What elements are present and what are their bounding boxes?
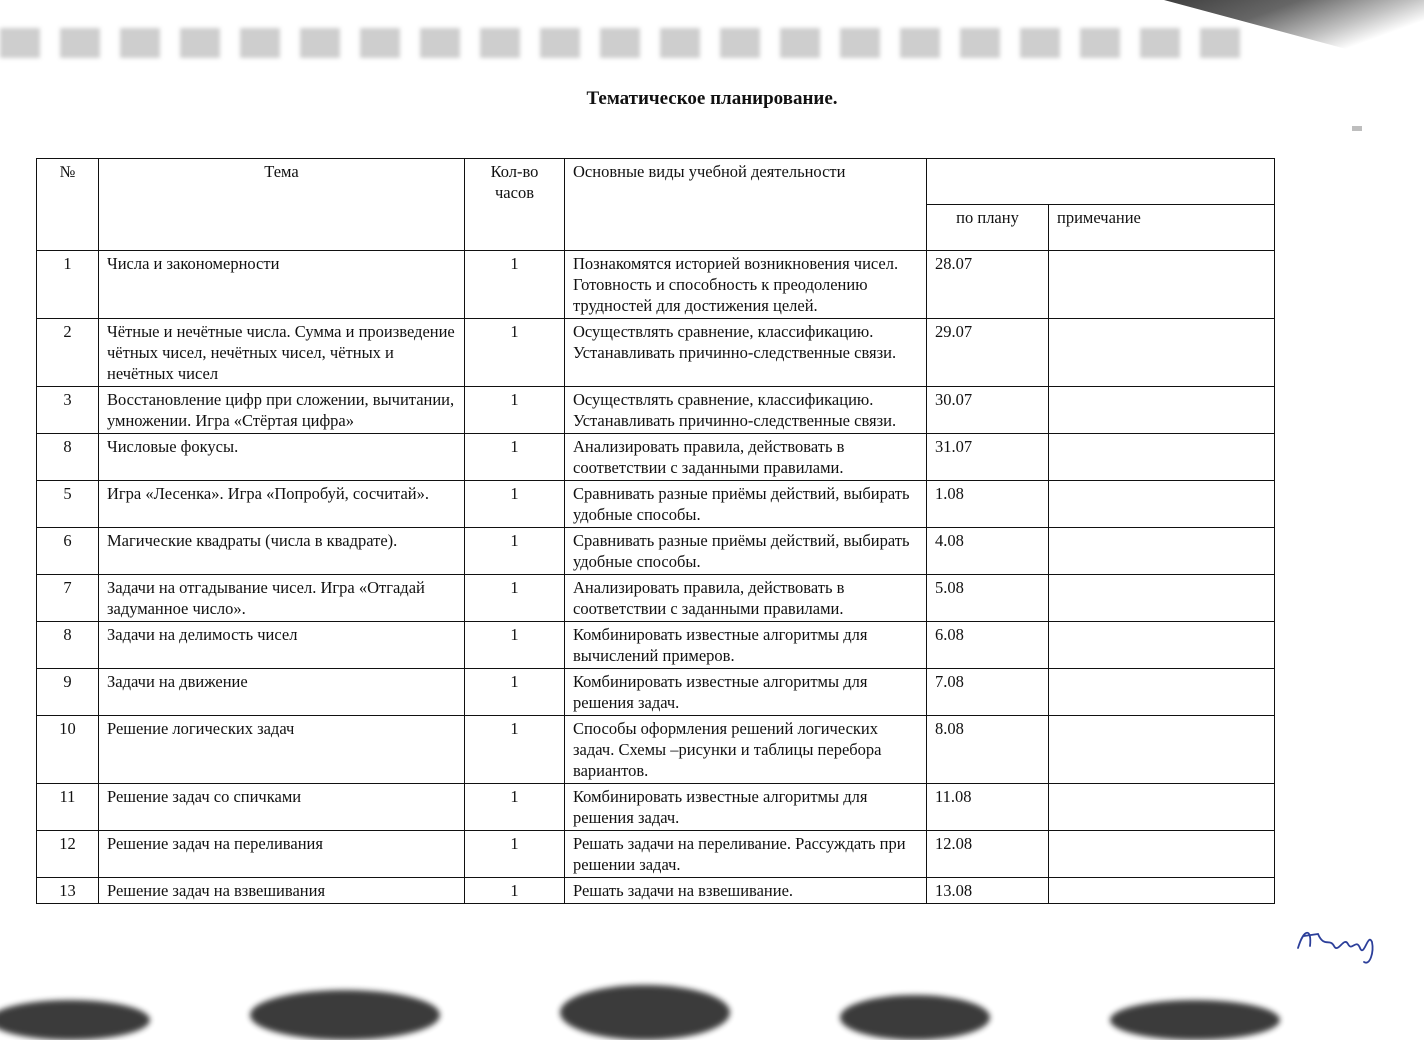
- page-title: Тематическое планирование.: [586, 88, 838, 109]
- row-plan-date: 4.08: [927, 528, 1049, 575]
- row-note: [1049, 784, 1275, 831]
- row-num: 3: [37, 387, 99, 434]
- row-activity: Способы оформления решений логических задач. Схемы –рисунки и таблицы перебора вариантов.: [565, 716, 927, 784]
- row-num: 13: [37, 878, 99, 904]
- row-topic: Игра «Лесенка». Игра «Попробуй, сосчитай».: [99, 481, 465, 528]
- header-plan: по плану: [927, 205, 1049, 251]
- scan-smudge: [0, 1000, 150, 1040]
- row-num: 12: [37, 831, 99, 878]
- row-topic: Числовые фокусы.: [99, 434, 465, 481]
- table-row: [37, 434, 1275, 481]
- row-plan-date: 7.08: [927, 669, 1049, 716]
- row-num: 5: [37, 481, 99, 528]
- row-activity: Решать задачи на переливание. Рассуждать при решении задач.: [565, 831, 927, 878]
- row-activity: Комбинировать известные алгоритмы для вычислений примеров.: [565, 622, 927, 669]
- row-num: 9: [37, 669, 99, 716]
- table-row: [37, 878, 1275, 904]
- row-activity: Сравнивать разные приёмы действий, выбирать удобные способы.: [565, 481, 927, 528]
- row-plan-date: 30.07: [927, 387, 1049, 434]
- table-row: [37, 319, 1275, 387]
- row-hours: 1: [465, 434, 565, 481]
- row-plan-date: 5.08: [927, 575, 1049, 622]
- row-note: [1049, 481, 1275, 528]
- row-note: [1049, 575, 1275, 622]
- row-plan-date: 29.07: [927, 319, 1049, 387]
- row-plan-date: 1.08: [927, 481, 1049, 528]
- row-note: [1049, 716, 1275, 784]
- scan-smudge: [560, 985, 730, 1040]
- row-hours: 1: [465, 669, 565, 716]
- row-activity: Анализировать правила, действовать в соответствии с заданными правилами.: [565, 575, 927, 622]
- planning-table: [36, 158, 1275, 904]
- row-topic: Чётные и нечётные числа. Сумма и произведение чётных чисел, нечётных чисел, чётных и нечётных чисел: [99, 319, 465, 387]
- row-plan-date: 11.08: [927, 784, 1049, 831]
- row-activity: Анализировать правила, действовать в соответствии с заданными правилами.: [565, 434, 927, 481]
- table-row: [37, 716, 1275, 784]
- table-row: [37, 831, 1275, 878]
- row-topic: Решение задач на взвешивания: [99, 878, 465, 904]
- row-plan-date: 13.08: [927, 878, 1049, 904]
- row-topic: Решение задач на переливания: [99, 831, 465, 878]
- row-activity: Комбинировать известные алгоритмы для решения задач.: [565, 784, 927, 831]
- header-topic: Тема: [99, 159, 465, 251]
- row-hours: 1: [465, 387, 565, 434]
- row-topic: Решение задач со спичками: [99, 784, 465, 831]
- scan-smudge: [1110, 1000, 1280, 1040]
- row-topic: Задачи на движение: [99, 669, 465, 716]
- row-plan-date: 12.08: [927, 831, 1049, 878]
- row-num: 8: [37, 434, 99, 481]
- row-hours: 1: [465, 319, 565, 387]
- handwritten-signature: [1294, 918, 1384, 968]
- header-hours: Кол-во часов: [465, 159, 565, 251]
- row-num: 1: [37, 251, 99, 319]
- scan-smudge: [250, 990, 440, 1040]
- row-hours: 1: [465, 878, 565, 904]
- row-note: [1049, 434, 1275, 481]
- row-hours: 1: [465, 716, 565, 784]
- row-num: 7: [37, 575, 99, 622]
- header-note: примечание: [1049, 205, 1275, 251]
- scan-smudge: [840, 995, 990, 1040]
- row-activity: Сравнивать разные приёмы действий, выбирать удобные способы.: [565, 528, 927, 575]
- table-row: [37, 387, 1275, 434]
- row-hours: 1: [465, 622, 565, 669]
- row-activity: Решать задачи на взвешивание.: [565, 878, 927, 904]
- row-activity: Осуществлять сравнение, классификацию. Устанавливать причинно-следственные связи.: [565, 387, 927, 434]
- row-topic: Решение логических задач: [99, 716, 465, 784]
- row-note: [1049, 387, 1275, 434]
- row-plan-date: 31.07: [927, 434, 1049, 481]
- row-activity: Комбинировать известные алгоритмы для решения задач.: [565, 669, 927, 716]
- header-activities: Основные виды учебной деятельности: [565, 159, 927, 251]
- row-num: 2: [37, 319, 99, 387]
- row-activity: Познакомятся историей возникновения чисел. Готовность и способность к преодолению трудностей для достижения целей.: [565, 251, 927, 319]
- scan-streak: [0, 28, 1240, 58]
- row-note: [1049, 528, 1275, 575]
- row-activity: Осуществлять сравнение, классификацию. Устанавливать причинно-следственные связи.: [565, 319, 927, 387]
- row-note: [1049, 251, 1275, 319]
- row-topic: Задачи на отгадывание чисел. Игра «Отгадай задуманное число».: [99, 575, 465, 622]
- table-row: [37, 669, 1275, 716]
- table-row: [37, 784, 1275, 831]
- row-note: [1049, 878, 1275, 904]
- row-hours: 1: [465, 251, 565, 319]
- row-topic: Восстановление цифр при сложении, вычитании, умножении. Игра «Стёртая цифра»: [99, 387, 465, 434]
- row-hours: 1: [465, 831, 565, 878]
- row-num: 8: [37, 622, 99, 669]
- table-row: [37, 251, 1275, 319]
- row-topic: Задачи на делимость чисел: [99, 622, 465, 669]
- row-note: [1049, 669, 1275, 716]
- row-num: 6: [37, 528, 99, 575]
- row-hours: 1: [465, 528, 565, 575]
- row-note: [1049, 831, 1275, 878]
- table-row: [37, 481, 1275, 528]
- row-plan-date: 28.07: [927, 251, 1049, 319]
- table-row: [37, 622, 1275, 669]
- header-date-group: [927, 159, 1275, 205]
- row-hours: 1: [465, 575, 565, 622]
- scan-speck: [1352, 126, 1362, 131]
- row-num: 10: [37, 716, 99, 784]
- row-hours: 1: [465, 784, 565, 831]
- row-topic: Числа и закономерности: [99, 251, 465, 319]
- header-num: №: [37, 159, 99, 251]
- row-topic: Магические квадраты (числа в квадрате).: [99, 528, 465, 575]
- row-plan-date: 6.08: [927, 622, 1049, 669]
- row-note: [1049, 319, 1275, 387]
- row-hours: 1: [465, 481, 565, 528]
- table-row: [37, 575, 1275, 622]
- row-plan-date: 8.08: [927, 716, 1049, 784]
- row-num: 11: [37, 784, 99, 831]
- row-note: [1049, 622, 1275, 669]
- table-row: [37, 528, 1275, 575]
